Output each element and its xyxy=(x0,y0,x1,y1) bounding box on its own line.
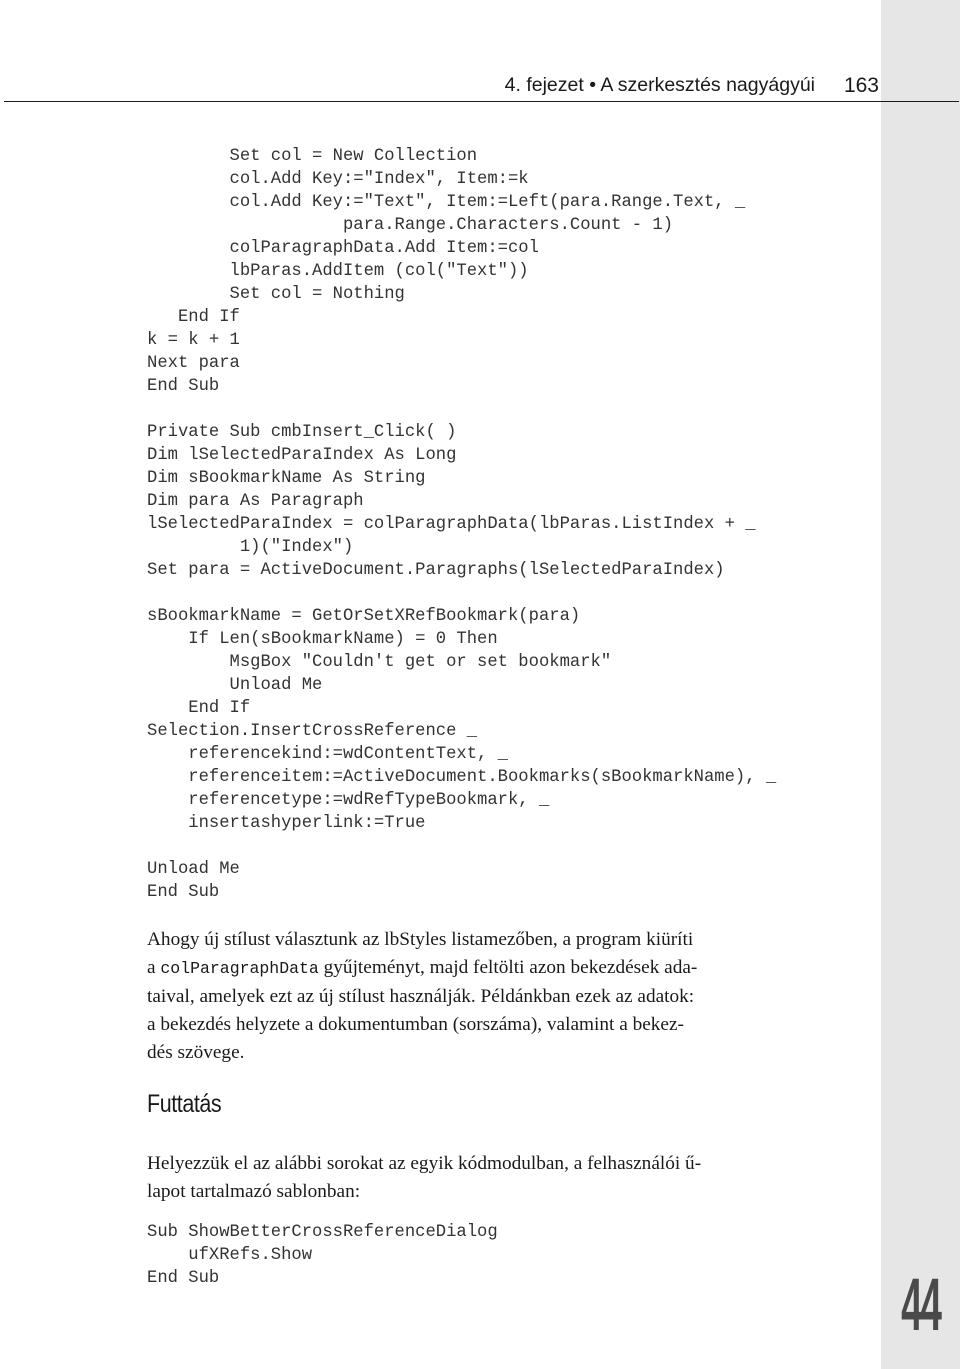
paragraph-text: gyűjteményt, majd feltölti azon bekezdések ada- xyxy=(318,957,698,978)
running-title: 4. fejezet • A szerkesztés nagyágyúi xyxy=(504,74,815,96)
section-heading: Futtatás xyxy=(147,1090,222,1118)
header-rule xyxy=(4,101,959,102)
chapter-number: 44 xyxy=(901,1263,940,1346)
page-number: 163 xyxy=(843,74,879,97)
paragraph-line xyxy=(147,954,847,983)
paragraph-text: a xyxy=(147,957,161,978)
code-listing-main: Set col = New Collection col.Add Key:="Index", Item:=k col.Add Key:="Text", Item:=Left(para.Range.Text, _ para.Range.Characters.Count - 1) colParagraphData.Add Item:=col lbParas.AddItem (col("Text")) Set col = Nothing End If k = k + 1 Next para End Sub Private Sub cmbInsert_Click( ) Dim lSelectedParaIndex As Long Dim sBookmarkName As String Dim para As Paragraph lSelectedParaIndex = colParagraphData(lbParas.ListIndex + _ 1)("Index") Set para = ActiveDocument.Paragraphs(lSelectedParaIndex) sBookmarkName = GetOrSetXRefBookmark(para) If Len(sBookmarkName) = 0 Then MsgBox "Couldn't get or set bookmark" Unload Me End If Selection.InsertCrossReference _ referencekind:=wdContentText, _ referenceitem:=ActiveDocument.Bookmarks(sBookmarkName), _ referencetype:=wdRefTypeBookmark, _ insertashyperlink:=True Unload Me End Sub xyxy=(147,147,777,902)
paragraph-line: Ahogy új stílust választunk az lbStyles listamezőben, a program kiüríti xyxy=(147,929,694,950)
running-header xyxy=(0,70,881,100)
body-paragraph-1 xyxy=(147,926,847,1067)
code-listing-run: Sub ShowBetterCrossReferenceDialog ufXRefs.Show End Sub xyxy=(147,1223,498,1288)
paragraph-line: taival, amelyek ezt az új stílust használják. Példánkban ezek az adatok: xyxy=(147,986,695,1007)
paragraph-line: dés szövege. xyxy=(147,1042,245,1063)
body-paragraph-2 xyxy=(147,1150,847,1206)
chapter-side-tab xyxy=(881,0,960,1369)
paragraph-line: a bekezdés helyzete a dokumentumban (sorszáma), valamint a bekez- xyxy=(147,1014,684,1035)
inline-code: colParagraphData xyxy=(160,959,319,978)
paragraph-line: lapot tartalmazó sablonban: xyxy=(147,1181,361,1202)
paragraph-line: Helyezzük el az alábbi sorokat az egyik kódmodulban, a felhasználói ű- xyxy=(147,1153,702,1174)
